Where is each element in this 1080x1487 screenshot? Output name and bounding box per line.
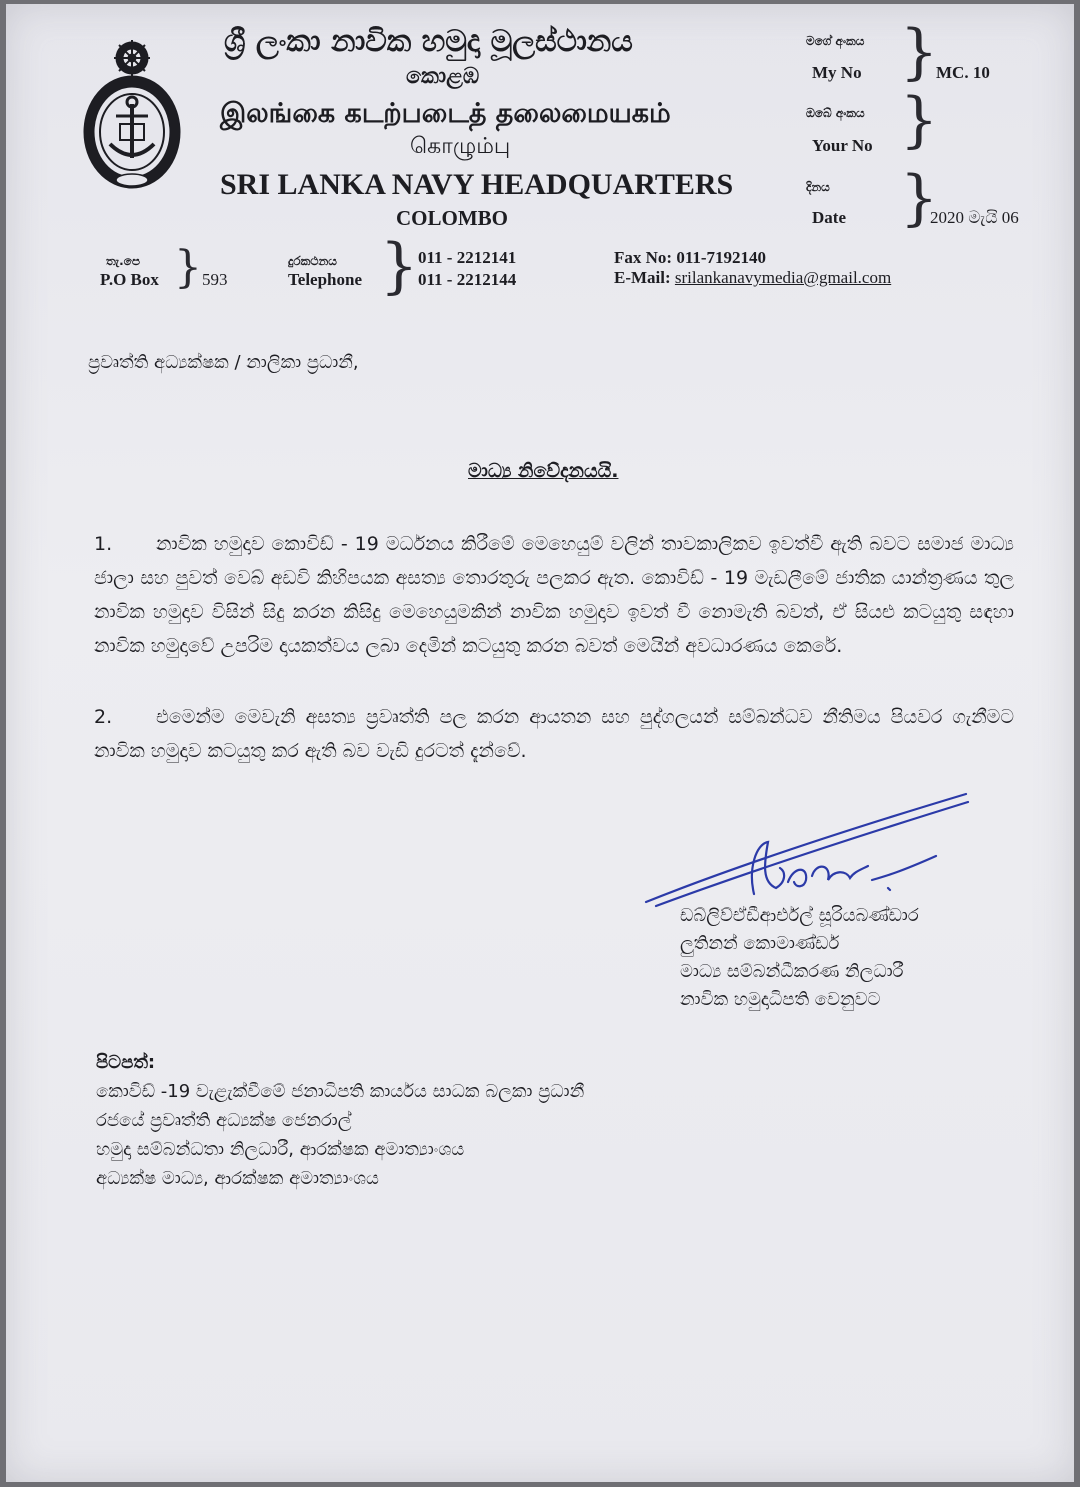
date-value: 2020 මැයි 06 xyxy=(930,208,1019,227)
paragraph-2-text: එමෙන්ම මෙවැනි අසත්‍ය ප්‍රවෘත්ති පල කරන ආයතන සහ පුද්ගලයන් සම්බන්ධව නීතිමය පියවර ගැනීමට නාවික හමුදාව කටයුතු කර ඇති බව වැඩි දුරටත් දැන්වේ. xyxy=(94,706,1014,762)
fax-value: 011-7192140 xyxy=(676,248,767,267)
date-label-sinhala: දිනය xyxy=(806,180,830,194)
copies-block xyxy=(96,1048,584,1193)
signatory-rank: ලුතිනන් කොමාණ්ඩර් xyxy=(680,933,840,954)
po-box-label-sinhala: තැ.පෙ xyxy=(106,254,140,268)
telephone-brace: } xyxy=(380,231,419,301)
signatory-on-behalf: නාවික හමුදාධිපති වෙනුවට xyxy=(680,989,881,1010)
telephone-2: 011 - 2212144 xyxy=(418,270,517,289)
email-address[interactable]: srilankanavymedia@gmail.com xyxy=(674,268,892,287)
signatory-block xyxy=(680,902,919,1014)
copy-recipient-1: කොවිඩ් -19 වැළැක්වීමේ ජනාධිපති කාර්යය සාධක බලකා ප්‍රධානී xyxy=(96,1081,585,1102)
header-city-tamil: கொழும்பு xyxy=(410,134,511,159)
signatory-title: මාධ්‍ය සම්බන්ධීකරණ නිලධාරී xyxy=(680,961,904,982)
telephone-1: 011 - 2212141 xyxy=(418,248,517,267)
my-no-value: MC. 10 xyxy=(936,63,990,82)
header-title-tamil: இலங்கை கடற்படைத் தலைமையகம் xyxy=(220,98,671,129)
copy-recipient-2: රජයේ ප්‍රවෘත්ති අධ්‍යක්ෂ ජෙනරාල් xyxy=(96,1110,352,1131)
paragraph-1-number: 1. xyxy=(94,533,113,555)
po-box-brace: } xyxy=(174,242,202,293)
paragraph-2 xyxy=(94,700,1014,768)
date-label: Date xyxy=(812,208,846,227)
po-box-label: P.O Box xyxy=(100,270,159,289)
fax-label: Fax No: xyxy=(614,248,673,267)
paragraph-1 xyxy=(94,527,1014,663)
navy-crest-logo xyxy=(80,34,184,192)
my-no-label-sinhala: මගේ අංකය xyxy=(806,34,865,48)
header-city-english: COLOMBO xyxy=(396,206,509,230)
header-city-sinhala: කොළඹ xyxy=(406,64,480,89)
signatory-name: ඩබ්ලිව්ඒඩීආර්එල් සූරියබණ්ඩාර xyxy=(680,905,919,926)
copies-heading: පිටපත්: xyxy=(96,1052,156,1073)
email-line xyxy=(614,268,891,288)
header-title-sinhala: ශ්‍රී ලංකා නාවික හමුදා මූලස්ථානය xyxy=(224,24,633,59)
po-box-value: 593 xyxy=(202,270,228,289)
header-title-english: SRI LANKA NAVY HEADQUARTERS xyxy=(220,168,734,201)
fax-line xyxy=(614,248,766,268)
my-no-brace: } xyxy=(900,17,939,87)
letter-heading: මාධ්‍ය නිවේදනයයි. xyxy=(468,460,619,482)
your-no-brace: } xyxy=(900,85,939,155)
your-no-label: Your No xyxy=(812,136,873,155)
telephone-label-sinhala: දුරකථනය xyxy=(288,254,337,268)
my-no-label: My No xyxy=(812,63,862,82)
telephone-label: Telephone xyxy=(288,270,363,289)
email-label: E-Mail: xyxy=(614,268,671,287)
addressee: ප්‍රවෘත්ති අධ්‍යක්ෂක / නාලිකා ප්‍රධානී, xyxy=(88,352,359,373)
letter-page xyxy=(6,4,1074,1482)
paragraph-1-text: නාවික හමුදාව කොවිඩ් - 19 මර්ධනය කිරීමේ මෙහෙයුම් වලින් තාවකාලිකව ඉවත්වී ඇති බවට සමාජ මාධ්‍ය ජාලා සහ පුවත් වෙබ් අඩවි කිහිපයක අසත්‍ය තොරතුරු පලකර ඇත. කොවිඩ් - 19 මැඩලීමේ ජාතික යාන්ත්‍රණය තුල නාවික හමුදාව විසින් සිදු කරන කිසිදු මෙහෙයුමකින් නාවික හමුදාව ඉවත් වී නොමැති බවත්, ඒ සියළු කටයුතු සඳහා නාවික හමුදාවේ උපරිම දායකත්වය ලබා දෙමින් කටයුතු කරන බවත් මෙයින් අවධාරණය කෙරේ. xyxy=(94,533,1014,657)
copy-recipient-4: අධ්‍යක්ෂ මාධ්‍ය, ආරක්ෂක අමාත්‍යාංශය xyxy=(96,1168,379,1189)
handwritten-signature xyxy=(636,784,976,914)
copy-recipient-3: හමුදා සම්බන්ධතා නිලධාරී, ආරක්ෂක අමාත්‍යාංශය xyxy=(96,1139,465,1160)
paragraph-2-number: 2. xyxy=(94,706,113,728)
date-brace: } xyxy=(900,163,939,233)
your-no-label-sinhala: ඔබේ අංකය xyxy=(806,106,865,120)
